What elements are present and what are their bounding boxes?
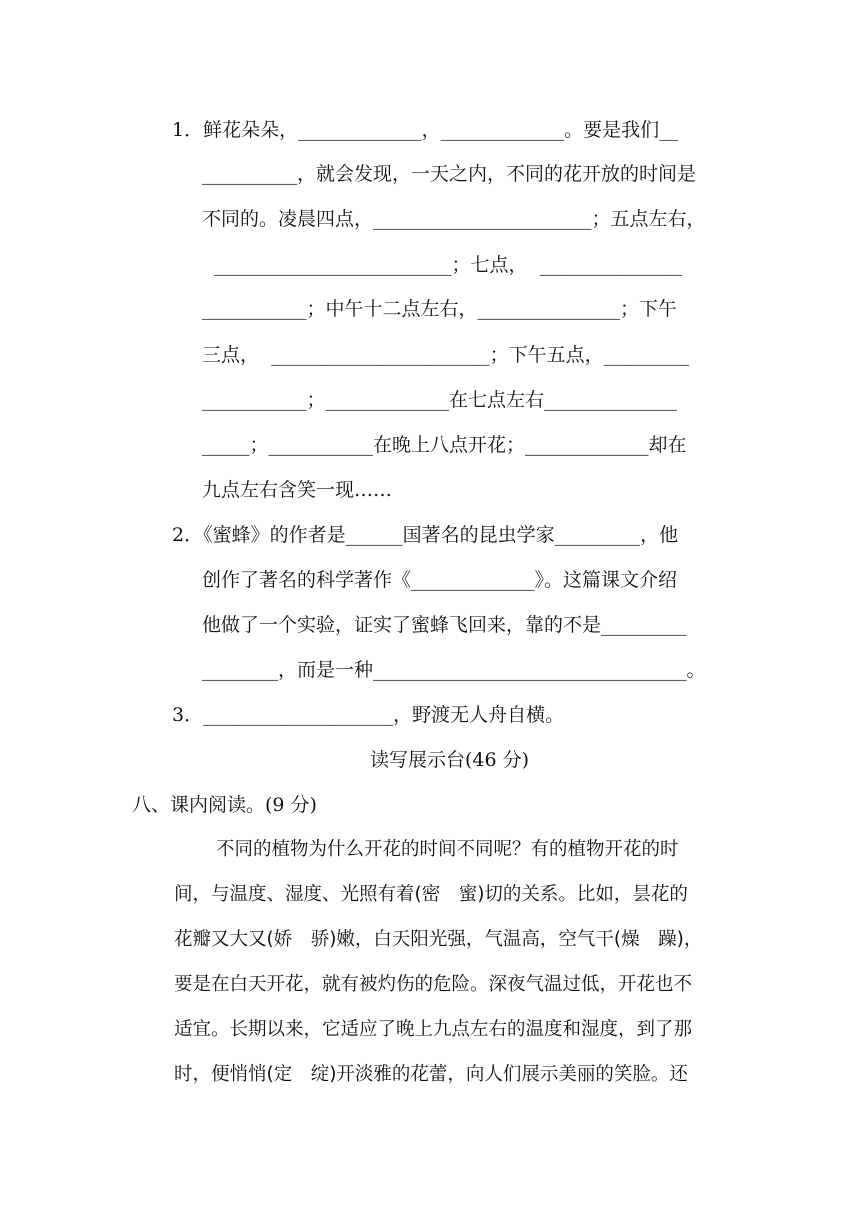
q2-line-3: 他做了一个实验，证实了蜜蜂飞回来，靠的不是_________ [202,614,687,636]
q1-line-2: __________，就会发现，一天之内，不同的花开放的时间是 [202,163,697,185]
q1-line-8: _____；___________在晚上八点开花；_____________却在 [202,434,687,456]
q1-line-7: ___________；_____________在七点左右______________ [202,389,678,411]
q1-line-3: 不同的。凌晨四点，_______________________；五点左右， [202,208,706,230]
passage-line-3: 花瓣又大又(娇 骄)嫩，白天阳光强，气温高，空气干(燥 躁)， [174,929,703,950]
q3-line-1: 3．____________________，野渡无人舟自横。 [172,704,565,726]
q2-line-4: ________，而是一种_________________________________。 [202,659,706,681]
passage-line-5: 适宜。长期以来，它适应了晚上九点左右的温度和湿度，到了那 [174,1019,693,1040]
q1-line-1: 1．鲜花朵朵，_____________，_____________。要是我们__ [172,119,679,141]
passage-line-1: 不同的植物为什么开花的时间不同呢？有的植物开花的时 [216,839,679,860]
q1-line-6: 三点， _______________________；下午五点，_________ [202,344,690,366]
q2-line-1: 2．《蜜蜂》的作者是______国著名的昆虫学家_________，他 [172,524,679,546]
q1-line-4: _________________________；七点， _______________ [214,254,683,276]
passage-line-6: 时，便悄悄(定 绽)开淡雅的花蕾，向人们展示美丽的笑脸。还 [174,1064,688,1085]
passage-line-2: 间，与温度、湿度、光照有着(密 蜜)切的关系。比如，昙花的 [174,884,688,905]
part8-heading: 八、课内阅读。(9 分) [132,794,317,816]
passage-line-4: 要是在白天开花，就有被灼伤的危险。深夜气温过低，开花也不 [174,974,693,995]
q2-line-2: 创作了著名的科学著作《_____________》。这篇课文介绍 [202,569,678,591]
q1-line-9: 九点左右含笑一现…… [202,479,393,501]
q1-line-5: ___________；中午十二点左右，_______________；下午 [202,298,678,320]
section-title: 读写展示台(46 分) [370,749,530,771]
